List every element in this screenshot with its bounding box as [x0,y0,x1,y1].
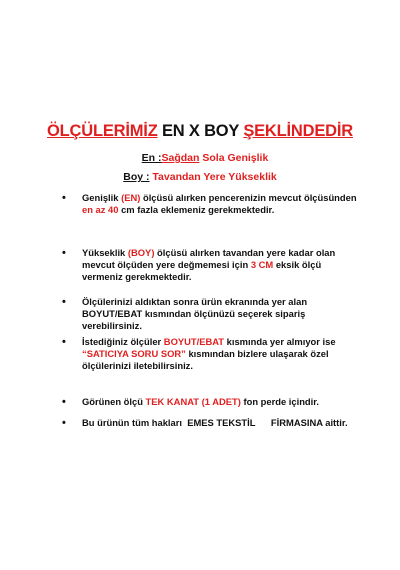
title-part-2: EN X BOY [161,122,239,140]
highlight: en az 40 [82,204,119,216]
list-item-text [82,396,362,408]
text-segment: kısmından bizlere ulaşarak özel ölçülerinizi iletebilirsiniz. [82,348,329,372]
bullet-icon: • [62,192,66,204]
text-segment: eksik ölçü vermeniz gerekmektedir. [82,259,322,283]
text-segment: ölçüsü alırken pencerenizin mevcut ölçüsünden [140,192,357,203]
en-rest: Sola Genişlik [199,152,269,164]
boy-definition [0,171,400,183]
highlight: TEK KANAT (1 ADET) [145,396,241,407]
list-item-text: Bu ürünün tüm hakları EMES TEKSTİL FİRMASINA aittir. [82,417,348,428]
en-word: Sağdan [161,152,200,164]
boy-label: Boy : [123,171,150,183]
highlight: BOYUT/EBAT [163,336,225,347]
text-segment: fon perde içindir. [240,396,319,407]
highlight: “SATICIYA SORU SOR” [82,348,186,360]
list-item [62,336,362,373]
text-segment: Görünen ölçü [82,396,146,407]
text-segment: İstediğiniz ölçüler [82,336,164,347]
title-part-1: ÖLÇÜLERİMİZ [47,122,158,140]
boy-rest: Tavandan Yere Yükseklik [149,171,277,183]
list-item-text [82,336,362,373]
bullet-icon: • [62,336,66,348]
bullet-icon: • [62,247,66,259]
list-item [62,296,362,333]
list-item [62,247,362,284]
list-item-text [82,247,362,284]
list-item [62,417,362,429]
bullet-icon: • [62,296,66,308]
text-segment: Genişlik [82,192,122,203]
bullet-icon: • [62,417,66,429]
text-segment: Yükseklik [82,247,128,258]
title-part-3: ŞEKLİNDEDİR [243,122,353,140]
page-title [0,122,400,141]
highlight: (BOY) [127,247,155,258]
text-segment: cm fazla eklemeniz gerekmektedir. [118,204,275,216]
en-definition [0,152,400,164]
text-segment: ölçüsü alırken tavandan yere kadar olan mevcut ölçüden yere değmemesi için [82,247,336,271]
list-item [62,192,362,216]
en-label: En : [141,152,162,164]
text-segment: kısmında yer almıyor ise [224,336,336,347]
bullet-icon: • [62,396,66,408]
list-item-text [82,192,362,216]
list-item [62,396,362,408]
list-item-text: Ölçülerinizi aldıktan sonra ürün ekranında yer alan BOYUT/EBAT kısmından ölçünüzü seçerek sipariş verebilirsiniz. [82,296,308,332]
highlight: (EN) [121,192,141,203]
highlight: 3 CM [250,259,274,271]
